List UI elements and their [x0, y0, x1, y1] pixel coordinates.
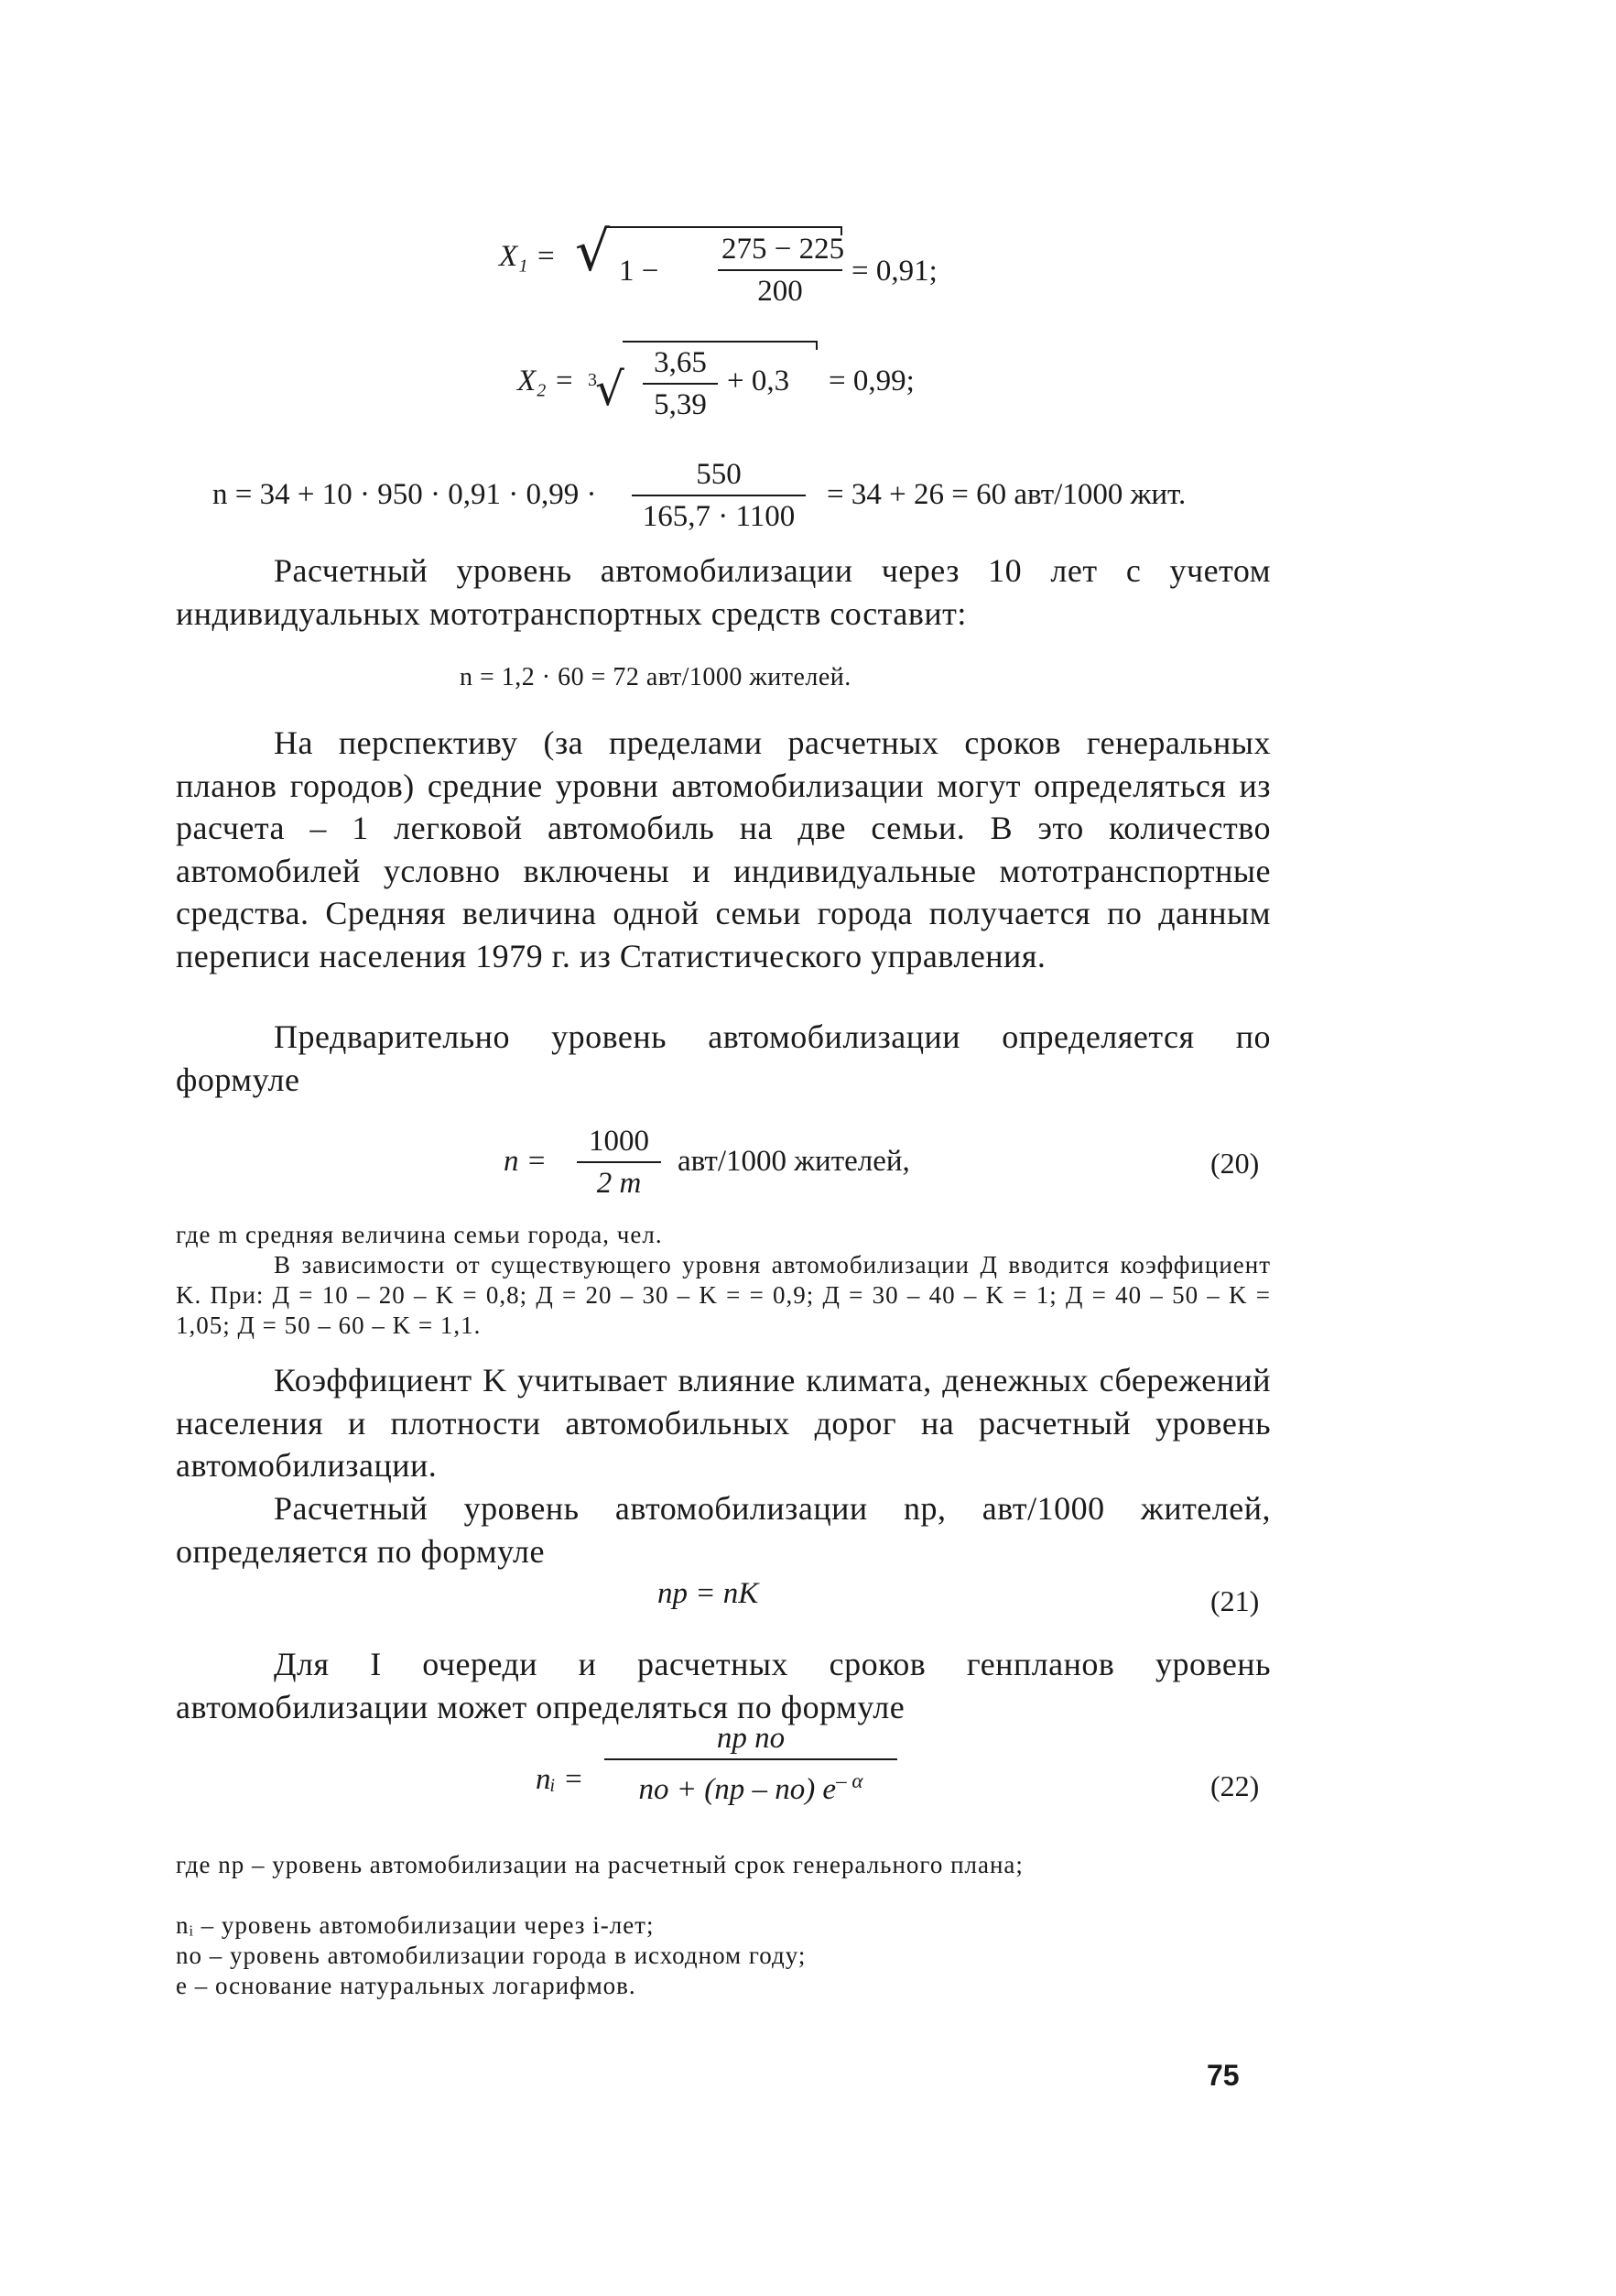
formula-n-lhs: n = 34 + 10 · 950 · 0,91 · 0,99 · — [212, 478, 597, 511]
equation-number: (21) — [1210, 1584, 1260, 1617]
fraction-numerator: 550 — [632, 456, 806, 496]
formula-n-final: n = 1,2 · 60 = 72 авт/1000 жителей. — [460, 663, 851, 691]
fraction-numerator: 1000 — [577, 1123, 661, 1163]
formula-x1-result: = 0,91; — [851, 255, 938, 288]
page-number: 75 — [1207, 2059, 1240, 2092]
radical-hook — [816, 341, 818, 350]
definition-np: где nр – уровень автомобилизации на расчетный срок генерального плана; — [176, 1851, 1024, 1878]
fraction-denominator: 165,7 · 1100 — [642, 500, 796, 533]
denominator-base: nо + (nр – nо) e — [638, 1773, 837, 1806]
paragraph: Расчетный уровень автомобилизации nр, авт/1000 жителей, определяется по формуле — [176, 1490, 1271, 1570]
paragraph: Расчетный уровень автомобилизации через 10 лет с учетом индивидуальных мототранспортных средств составит: — [176, 552, 1271, 632]
equation-number: (20) — [1210, 1147, 1260, 1180]
eq22-lhs: nᵢ = — [536, 1763, 584, 1796]
formula-n-result: = 34 + 26 = 60 авт/1000 жит. — [827, 478, 1187, 511]
formula-x2-lhs: X₂ = — [517, 365, 575, 397]
eq20-rhs: авт/1000 жителей, — [678, 1145, 910, 1178]
paragraph: Коэффициент K учитывает влияние климата, денежных сбережений населения и плотности автомобильных дорог на расчетный уровень автомобилизации. — [176, 1362, 1271, 1484]
definition-no: nо – уровень автомобилизации города в исходном году; — [176, 1942, 807, 1969]
fraction-denominator: 200 — [757, 275, 803, 308]
formula-x2-result: = 0,99; — [829, 365, 915, 397]
fraction-numerator: 3,65 — [643, 344, 718, 385]
sqrt-symbol: √ — [575, 220, 611, 284]
radical-bar — [609, 226, 842, 228]
root-index: 3 — [588, 370, 597, 390]
formula-x1-fraction — [718, 231, 845, 310]
radical-bar — [623, 341, 818, 343]
paragraph: Предварительно уровень автомобилизации определяется по формуле — [176, 1018, 1271, 1098]
formula-x1-lhs: X₁ = — [499, 240, 557, 273]
exponent: – α — [836, 1768, 863, 1792]
equation-number: (22) — [1210, 1769, 1260, 1802]
formula-n-fraction — [632, 456, 806, 535]
paragraph: На перспективу (за пределами расчетных сроков генеральных планов городов) средние уровни автомобилизации могут определяться из расчета – 1 легковой автомобиль на две семьи. В это количество автомобилей условно включены и индивидуальные мототранспортные средства. Средняя величина одной семьи города получается по данным переписи населения 1979 г. из Статистического управления. — [176, 724, 1271, 974]
eq21-formula: nр = nK — [657, 1577, 759, 1610]
eq20-fraction — [577, 1123, 661, 1202]
formula-x2-radicand-suffix: + 0,3 — [727, 365, 790, 397]
fraction-denominator: 5,39 — [654, 388, 707, 421]
formula-x1-radicand-prefix: 1 − — [619, 255, 659, 288]
note-coefficient: В зависимости от существующего уровня автомобилизации Д вводится коэффициент K. При: Д = 10 – 20 – K = 0,8; Д = 20 – 30 – K = = 0,9; Д = 30 – 40 – K = 1; Д = 40 – 50 – K = 1,05; Д = 50 – 60 – K = 1,1. — [176, 1251, 1271, 1339]
definition-e: e – основание натуральных логарифмов. — [176, 1972, 636, 1999]
note-where-m: где m средняя величина семьи города, чел. — [176, 1221, 663, 1248]
fraction-numerator: nр nо — [604, 1720, 897, 1760]
fraction-numerator: 275 − 225 — [718, 231, 842, 271]
sqrt-symbol: √ — [595, 363, 624, 416]
formula-x2-fraction — [643, 344, 718, 423]
eq22-fraction — [604, 1720, 897, 1808]
eq20-lhs: n = — [504, 1145, 548, 1178]
fraction-denominator: 2 m — [596, 1167, 642, 1200]
paragraph: Для I очереди и расчетных сроков генпланов уровень автомобилизации может определяться по формуле — [176, 1646, 1271, 1725]
definition-ni: nᵢ – уровень автомобилизации через i-лет; — [176, 1911, 655, 1939]
fraction-denominator — [604, 1760, 897, 1808]
